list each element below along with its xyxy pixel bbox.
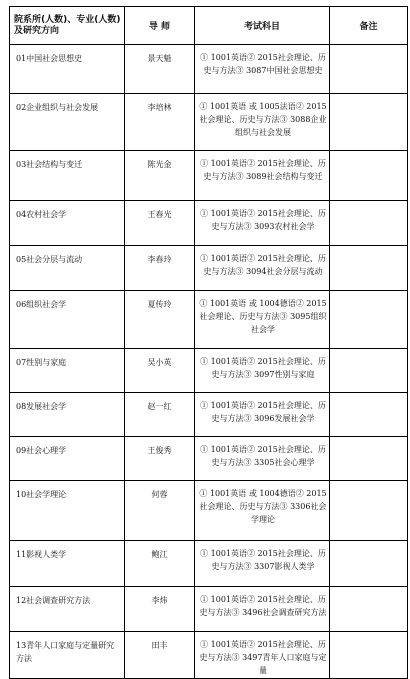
header-notes: 备注 xyxy=(330,7,408,45)
table-row xyxy=(10,541,408,587)
advisor-cell: 王俊秀 xyxy=(125,437,195,481)
subjects-cell: ① 1001英语② 2015社会理论、历史与方法③ 3094社会分层与流动 xyxy=(195,246,330,291)
exam-subjects-table xyxy=(9,6,408,679)
note-cell xyxy=(330,94,408,151)
note-cell xyxy=(330,291,408,349)
table-header-row xyxy=(10,7,408,45)
note-cell xyxy=(330,201,408,246)
subjects-cell: ① 1001英语 或 1005法语② 2015社会理论、历史与方法③ 3088企业组织与社会发展 xyxy=(195,94,330,151)
note-cell xyxy=(330,349,408,393)
dept-cell: 02企业组织与社会发展 xyxy=(10,94,125,151)
dept-cell: 13青年人口家庭与定量研究方法 xyxy=(10,632,125,679)
dept-cell: 08发展社会学 xyxy=(10,393,125,437)
subjects-cell: ① 1001英语② 2015社会理论、历史与方法③ 3497青年人口家庭与定量 xyxy=(195,632,330,679)
note-cell xyxy=(330,541,408,587)
dept-cell: 06组织社会学 xyxy=(10,291,125,349)
dept-cell: 12社会调查研究方法 xyxy=(10,587,125,632)
table-row xyxy=(10,201,408,246)
dept-cell: 09社会心理学 xyxy=(10,437,125,481)
advisor-cell: 何蓉 xyxy=(125,481,195,541)
subjects-cell: ① 1001英语② 2015社会理论、历史与方法③ 3096发展社会学 xyxy=(195,393,330,437)
advisor-cell: 李培林 xyxy=(125,94,195,151)
note-cell xyxy=(330,151,408,201)
note-cell xyxy=(330,632,408,679)
table-row xyxy=(10,437,408,481)
advisor-cell: 景天魁 xyxy=(125,45,195,94)
advisor-cell: 李春玲 xyxy=(125,246,195,291)
advisor-cell: 田丰 xyxy=(125,632,195,679)
note-cell xyxy=(330,45,408,94)
subjects-cell: ① 1001英语 或 1004德语② 2015社会理论、历史与方法③ 3095组织社会学 xyxy=(195,291,330,349)
advisor-cell: 陈光金 xyxy=(125,151,195,201)
subjects-cell: ① 1001英语② 2015社会理论、历史与方法③ 3305社会心理学 xyxy=(195,437,330,481)
table-row xyxy=(10,291,408,349)
header-advisor: 导 师 xyxy=(125,7,195,45)
dept-cell: 11影视人类学 xyxy=(10,541,125,587)
table-row xyxy=(10,393,408,437)
table-row xyxy=(10,45,408,94)
header-dept: 院系所(人数)、专业(人数)及研究方向 xyxy=(10,7,125,45)
subjects-cell: ① 1001英语 或 1004德语② 2015社会理论、历史与方法③ 3306社会学理论 xyxy=(195,481,330,541)
subjects-cell: ① 1001英语② 2015社会理论、历史与方法③ 3093农村社会学 xyxy=(195,201,330,246)
advisor-cell: 王春光 xyxy=(125,201,195,246)
subjects-cell: ① 1001英语② 2015社会理论、历史与方法③ 3307影视人类学 xyxy=(195,541,330,587)
advisor-cell: 李炜 xyxy=(125,587,195,632)
dept-cell: 07性别与家庭 xyxy=(10,349,125,393)
table-row xyxy=(10,587,408,632)
subjects-cell: ① 1001英语② 2015社会理论、历史与方法③ 3087中国社会思想史 xyxy=(195,45,330,94)
dept-cell: 01中国社会思想史 xyxy=(10,45,125,94)
dept-cell: 03社会结构与变迁 xyxy=(10,151,125,201)
advisor-cell: 赵一红 xyxy=(125,393,195,437)
note-cell xyxy=(330,437,408,481)
advisor-cell: 夏传玲 xyxy=(125,291,195,349)
dept-cell: 05社会分层与流动 xyxy=(10,246,125,291)
subjects-cell: ① 1001英语② 2015社会理论、历史与方法③ 3496社会调查研究方法 xyxy=(195,587,330,632)
header-subjects: 考试科目 xyxy=(195,7,330,45)
dept-cell: 10社会学理论 xyxy=(10,481,125,541)
table-row xyxy=(10,151,408,201)
table-row xyxy=(10,246,408,291)
table-row xyxy=(10,632,408,679)
advisor-cell: 鲍江 xyxy=(125,541,195,587)
subjects-cell: ① 1001英语② 2015社会理论、历史与方法③ 3097性别与家庭 xyxy=(195,349,330,393)
subjects-cell: ① 1001英语② 2015社会理论、历史与方法③ 3089社会结构与变迁 xyxy=(195,151,330,201)
table-row xyxy=(10,94,408,151)
exam-table-page xyxy=(9,6,407,675)
table-row xyxy=(10,481,408,541)
advisor-cell: 吴小英 xyxy=(125,349,195,393)
note-cell xyxy=(330,481,408,541)
dept-cell: 04农村社会学 xyxy=(10,201,125,246)
note-cell xyxy=(330,587,408,632)
note-cell xyxy=(330,246,408,291)
table-row xyxy=(10,349,408,393)
note-cell xyxy=(330,393,408,437)
